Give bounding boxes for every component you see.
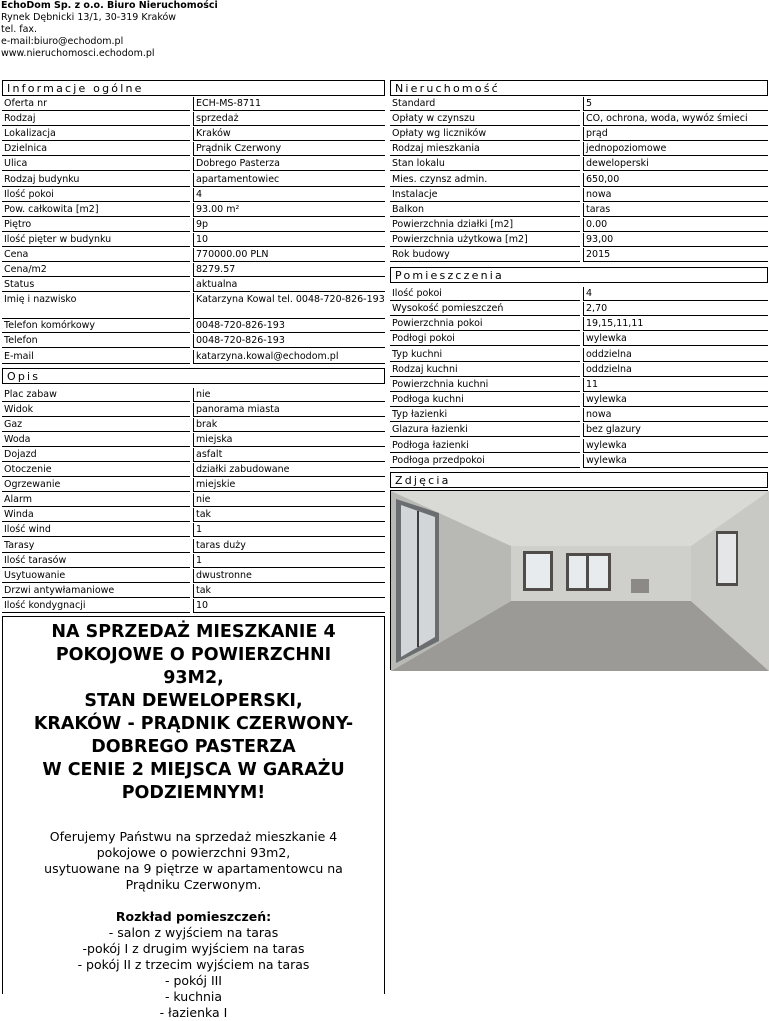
row-value: 770000.00 PLN (193, 248, 385, 262)
row-value: nie (193, 388, 385, 402)
section-photos-header: Zdjęcia (390, 472, 768, 488)
table-row (390, 142, 769, 157)
row-value: miejska (193, 433, 385, 447)
row-value: 0048-720-826-193 (193, 334, 385, 348)
row-label: Oferta nr (2, 97, 190, 111)
row-value: 0048-720-826-193 (193, 319, 385, 333)
table-row (390, 317, 769, 332)
row-label: E-mail (2, 350, 190, 364)
row-value: tak (193, 508, 385, 522)
section-description-header: Opis (2, 368, 385, 384)
row-label: Usytuowanie (2, 569, 190, 583)
table-row (390, 127, 769, 142)
row-label: Status (2, 278, 190, 292)
row-value: oddzielna (583, 348, 768, 362)
row-label: Widok (2, 403, 190, 417)
table-row (2, 157, 386, 172)
row-value: tak (193, 584, 385, 598)
room-layout-list (3, 925, 384, 1021)
offer-description (2, 616, 385, 1020)
table-row (2, 448, 386, 463)
row-value: ECH-MS-8711 (193, 97, 385, 111)
section-rooms-header: Pomieszczenia (390, 267, 768, 283)
row-label: Podłogi pokoi (390, 332, 580, 346)
row-label: Rodzaj budynku (2, 173, 190, 187)
section-general-header: Informacje ogólne (2, 80, 385, 96)
row-label: Ilość kondygnacji (2, 599, 190, 613)
row-value: 5 (583, 97, 768, 111)
apartment-photo[interactable] (390, 490, 768, 670)
list-item: - pokój III (164, 973, 222, 988)
table-row (2, 463, 386, 478)
offer-headline: NA SPRZEDAŻ MIESZKANIE 4 POKOJOWE O POWIERZCHNI 93M2, STAN DEWELOPERSKI, KRAKÓW - PRĄDNIK CZERWONY- DOBREGO PASTERZA W CENIE 2 MIEJSCA W GARAŻU PODZIEMNYM! (33, 622, 354, 803)
table-row (2, 263, 386, 278)
company-fax: tel. fax. (1, 24, 38, 35)
table-row (2, 599, 386, 614)
row-label: Podłoga przedpokoi (390, 454, 580, 468)
row-value: 93,00 (583, 233, 768, 247)
row-value: 650,00 (583, 173, 768, 187)
row-value: prąd (583, 127, 768, 141)
row-value: nie (193, 493, 385, 507)
row-label: Rok budowy (390, 248, 580, 262)
apartment-interior-photo-icon (391, 491, 769, 671)
row-value: 0.00 (583, 218, 768, 232)
row-value: katarzyna.kowal@echodom.pl (193, 350, 385, 364)
row-label: Ilość pokoi (390, 287, 580, 301)
row-value: 10 (193, 599, 385, 613)
company-header (1, 0, 218, 60)
row-value: Kraków (193, 127, 385, 141)
list-item: - salon z wyjściem na taras (108, 925, 279, 940)
table-row (2, 173, 386, 188)
row-label: Lokalizacja (2, 127, 190, 141)
row-value: 11 (583, 378, 768, 392)
table-row (2, 478, 386, 493)
row-label: Telefon (2, 334, 190, 348)
row-label: Opłaty wg liczników (390, 127, 580, 141)
row-label: Cena (2, 248, 190, 262)
table-row (2, 142, 386, 157)
table-row (390, 378, 769, 393)
row-value: działki zabudowane (193, 463, 385, 477)
row-label: Ilość pięter w budynku (2, 233, 190, 247)
offer-intro: Oferujemy Państwu na sprzedaż mieszkanie 4 pokojowe o powierzchni 93m2, usytuowane na 9 piętrze w apartamentowcu na Prądniku Czerwonym. (44, 829, 343, 892)
row-value: apartamentowiec (193, 173, 385, 187)
row-label: Powierzchnia pokoi (390, 317, 580, 331)
row-label: Pow. całkowita [m2] (2, 203, 190, 217)
row-value: 19,15,11,11 (583, 317, 768, 331)
table-row (390, 393, 769, 408)
table-row (2, 539, 386, 554)
table-row (390, 97, 769, 112)
table-row (390, 348, 769, 363)
row-value: 2,70 (583, 302, 768, 316)
table-row (2, 278, 386, 293)
row-label: Ogrzewanie (2, 478, 190, 492)
row-label: Standard (390, 97, 580, 111)
row-value: 1 (193, 554, 385, 568)
row-label: Instalacje (390, 188, 580, 202)
row-value: 8279.57 (193, 263, 385, 277)
row-value: aktualna (193, 278, 385, 292)
row-value: wylewka (583, 439, 768, 453)
row-label: Typ łazienki (390, 408, 580, 422)
table-row (2, 493, 386, 508)
table-row (390, 173, 769, 188)
company-address: Rynek Dębnicki 13/1, 30-319 Kraków (1, 12, 177, 23)
table-row (2, 554, 386, 569)
row-label: Alarm (2, 493, 190, 507)
row-label: Plac zabaw (2, 388, 190, 402)
table-row (390, 248, 769, 263)
table-row (2, 218, 386, 233)
row-label: Dzielnica (2, 142, 190, 156)
table-row (2, 569, 386, 584)
row-value: 10 (193, 233, 385, 247)
table-row (2, 188, 386, 203)
row-value: Prądnik Czerwony (193, 142, 385, 156)
row-value: wylewka (583, 454, 768, 468)
table-row (2, 319, 386, 334)
row-label: Woda (2, 433, 190, 447)
table-row (390, 363, 769, 378)
row-value: brak (193, 418, 385, 432)
row-label: Stan lokalu (390, 157, 580, 171)
list-item: - pokój II z trzecim wyjściem na taras (77, 957, 310, 972)
table-row (390, 203, 769, 218)
table-row (2, 403, 386, 418)
row-value: asfalt (193, 448, 385, 462)
row-label: Telefon komórkowy (2, 319, 190, 333)
row-label: Rodzaj (2, 112, 190, 126)
table-row (390, 112, 769, 127)
row-label: Podłoga łazienki (390, 439, 580, 453)
row-label: Piętro (2, 218, 190, 232)
table-row (390, 218, 769, 233)
table-row (2, 293, 386, 320)
row-value: Dobrego Pasterza (193, 157, 385, 171)
row-value: 9p (193, 218, 385, 232)
company-website[interactable]: www.nieruchomosci.echodom.pl (1, 48, 155, 59)
row-label: Ilość tarasów (2, 554, 190, 568)
row-value: 93.00 m² (193, 203, 385, 217)
row-label: Otoczenie (2, 463, 190, 477)
row-value: nowa (583, 188, 768, 202)
table-row (2, 584, 386, 599)
row-value: miejskie (193, 478, 385, 492)
table-row (2, 248, 386, 263)
row-label: Cena/m2 (2, 263, 190, 277)
table-row (2, 523, 386, 538)
table-row (390, 287, 769, 302)
row-label: Opłaty w czynszu (390, 112, 580, 126)
row-label: Mies. czynsz admin. (390, 173, 580, 187)
row-value: 1 (193, 523, 385, 537)
row-label: Powierzchnia działki [m2] (390, 218, 580, 232)
row-value: taras duży (193, 539, 385, 553)
row-value: jednopoziomowe (583, 142, 768, 156)
row-value: CO, ochrona, woda, wywóz śmieci (583, 112, 768, 126)
row-label: Glazura łazienki (390, 423, 580, 437)
row-value: wylewka (583, 332, 768, 346)
row-label: Ilość pokoi (2, 188, 190, 202)
row-value: Katarzyna Kowal tel. 0048-720-826-193 (193, 293, 385, 319)
table-row (390, 233, 769, 248)
row-value: bez glazury (583, 423, 768, 437)
company-email[interactable]: e-mail:biuro@echodom.pl (1, 36, 124, 47)
row-label: Rodzaj mieszkania (390, 142, 580, 156)
row-label: Ilość wind (2, 523, 190, 537)
company-name: EchoDom Sp. z o.o. Biuro Nieruchomości (1, 0, 218, 11)
row-label: Dojazd (2, 448, 190, 462)
section-property-header: Nieruchomość (390, 80, 768, 96)
row-value: oddzielna (583, 363, 768, 377)
table-row (2, 203, 386, 218)
row-value: deweloperski (583, 157, 768, 171)
table-row (390, 408, 769, 423)
row-value: wylewka (583, 393, 768, 407)
table-row (390, 332, 769, 347)
row-value: panorama miasta (193, 403, 385, 417)
row-value: sprzedaż (193, 112, 385, 126)
table-row (2, 418, 386, 433)
table-row (390, 302, 769, 317)
row-label: Drzwi antywłamaniowe (2, 584, 190, 598)
table-row (390, 157, 769, 172)
list-item: -pokój I z drugim wyjściem na taras (82, 941, 305, 956)
row-label: Typ kuchni (390, 348, 580, 362)
row-label: Wysokość pomieszczeń (390, 302, 580, 316)
row-value: dwustronne (193, 569, 385, 583)
row-value: nowa (583, 408, 768, 422)
row-value: 4 (193, 188, 385, 202)
row-label: Gaz (2, 418, 190, 432)
table-row (390, 454, 769, 469)
row-label: Balkon (390, 203, 580, 217)
list-item: - kuchnia (164, 989, 223, 1004)
table-row (2, 508, 386, 523)
table-row (2, 433, 386, 448)
row-value: 2015 (583, 248, 768, 262)
table-row (390, 188, 769, 203)
row-label: Winda (2, 508, 190, 522)
row-label: Powierzchnia użytkowa [m2] (390, 233, 580, 247)
row-label: Ulica (2, 157, 190, 171)
table-row (390, 439, 769, 454)
list-item: - łazienka I (159, 1005, 228, 1020)
table-row (2, 97, 386, 112)
row-label: Podłoga kuchni (390, 393, 580, 407)
row-value: taras (583, 203, 768, 217)
row-label: Rodzaj kuchni (390, 363, 580, 377)
row-value: 4 (583, 287, 768, 301)
table-row (390, 423, 769, 438)
table-row (2, 112, 386, 127)
row-label: Imię i nazwisko (2, 293, 190, 319)
table-row (2, 388, 386, 403)
table-row (2, 233, 386, 248)
row-label: Tarasy (2, 539, 190, 553)
table-row (2, 127, 386, 142)
table-row (2, 350, 386, 365)
row-label: Powierzchnia kuchni (390, 378, 580, 392)
room-layout-title: Rozkład pomieszczeń: (115, 909, 272, 924)
table-row (2, 334, 386, 349)
